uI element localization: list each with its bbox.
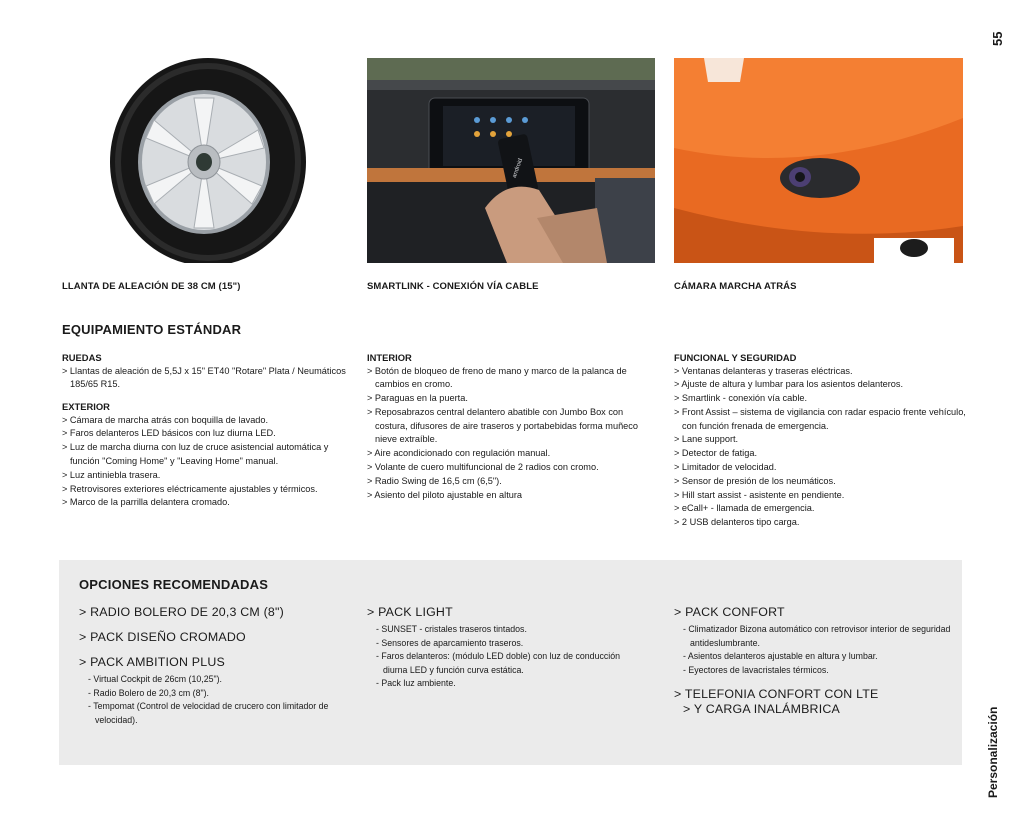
radio-bolero-option: > RADIO BOLERO DE 20,3 CM (8") xyxy=(79,605,339,620)
list-item: > Luz de marcha diurna con luz de cruce asistencial automática y función "Coming Home" y "Leaving Home" manual. xyxy=(62,441,352,469)
list-item: > Ajuste de altura y lumbar para los asientos delanteros. xyxy=(674,378,969,392)
list-item: > Botón de bloqueo de freno de mano y marco de la palanca de cambios en cromo. xyxy=(367,365,652,393)
telefonia-option-line2: > Y CARGA INALÁMBRICA xyxy=(674,702,959,717)
pack-ambition-option: > PACK AMBITION PLUS xyxy=(79,655,339,670)
phone-label: android xyxy=(511,157,525,179)
list-item: - Radio Bolero de 20,3 cm (8"). xyxy=(88,687,339,701)
list-item: > eCall+ - llamada de emergencia. xyxy=(674,502,969,516)
camera-caption: CÁMARA MARCHA ATRÁS xyxy=(674,281,797,292)
standard-left-column xyxy=(62,351,352,510)
ruedas-list xyxy=(62,365,352,393)
pack-light-option: > PACK LIGHT xyxy=(367,605,637,620)
standard-equipment-heading: EQUIPAMIENTO ESTÁNDAR xyxy=(62,322,242,337)
list-item: > Limitador de velocidad. xyxy=(674,461,969,475)
pack-ambition-list xyxy=(79,673,339,727)
list-item: > Aire acondicionado con regulación manual. xyxy=(367,447,652,461)
list-item: - Eyectores de lavacristales térmicos. xyxy=(683,664,959,678)
options-right-column xyxy=(674,605,959,717)
rear-camera-photo xyxy=(674,58,963,263)
standard-middle-column xyxy=(367,351,652,502)
smartlink-photo xyxy=(367,58,655,263)
list-item: > Reposabrazos central delantero abatible con Jumbo Box con costura, difusores de aire traseros y portabebidas forma muñeco nieve extraíble. xyxy=(367,406,652,447)
wheel-photo xyxy=(62,58,350,263)
alloy-wheel-illustration xyxy=(62,58,350,263)
list-item: - SUNSET - cristales traseros tintados. xyxy=(376,623,637,637)
smartlink-caption: SMARTLINK - CONEXIÓN VÍA CABLE xyxy=(367,281,539,292)
pack-light-list xyxy=(367,623,637,691)
list-item: - Virtual Cockpit de 26cm (10,25"). xyxy=(88,673,339,687)
list-item: > Smartlink - conexión vía cable. xyxy=(674,392,969,406)
pack-confort-list xyxy=(674,623,959,677)
funcional-heading: FUNCIONAL Y SEGURIDAD xyxy=(674,352,797,363)
list-item: - Faros delanteros: (módulo LED doble) con luz de conducción diurna LED y función curva estática. xyxy=(376,650,637,677)
exterior-heading: EXTERIOR xyxy=(62,401,110,413)
list-item: > Retrovisores exteriores eléctricamente ajustables y térmicos. xyxy=(62,483,352,497)
ruedas-heading: RUEDAS xyxy=(62,352,102,363)
list-item: > Hill start assist - asistente en pendiente. xyxy=(674,489,969,503)
telefonia-option: > TELEFONIA CONFORT CON LTE xyxy=(674,687,959,702)
options-middle-column xyxy=(367,605,637,691)
pack-diseno-option: > PACK DISEÑO CROMADO xyxy=(79,630,339,645)
list-item: > Cámara de marcha atrás con boquilla de lavado. xyxy=(62,414,352,428)
interior-heading: INTERIOR xyxy=(367,352,412,363)
list-item: - Sensores de aparcamiento traseros. xyxy=(376,637,637,651)
list-item: - Tempomat (Control de velocidad de crucero con limitador de velocidad). xyxy=(88,700,339,727)
list-item: > Front Assist – sistema de vigilancia con radar espacio frente vehículo, con función frenada de emergencia. xyxy=(674,406,969,434)
list-item: > Radio Swing de 16,5 cm (6,5"). xyxy=(367,475,652,489)
list-item: > 2 USB delanteros tipo carga. xyxy=(674,516,969,530)
list-item: - Climatizador Bizona automático con retrovisor interior de seguridad antideslumbrante. xyxy=(683,623,959,650)
wheel-caption: LLANTA DE ALEACIÓN DE 38 CM (15") xyxy=(62,281,241,292)
standard-right-column xyxy=(674,351,969,530)
recommended-options-heading: OPCIONES RECOMENDADAS xyxy=(79,577,269,592)
list-item: > Ventanas delanteras y traseras eléctricas. xyxy=(674,365,969,379)
list-item: > Sensor de presión de los neumáticos. xyxy=(674,475,969,489)
exterior-list xyxy=(62,414,352,511)
list-item: > Marco de la parrilla delantera cromado. xyxy=(62,496,352,510)
rear-camera-illustration xyxy=(674,58,963,263)
funcional-list xyxy=(674,365,969,531)
list-item: > Faros delanteros LED básicos con luz diurna LED. xyxy=(62,427,352,441)
list-item: > Asiento del piloto ajustable en altura xyxy=(367,489,652,503)
list-item: > Luz antiniebla trasera. xyxy=(62,469,352,483)
section-label: Personalización xyxy=(986,706,1000,798)
list-item: > Llantas de aleación de 5,5J x 15" ET40 "Rotare" Plata / Neumáticos 185/65 R15. xyxy=(62,365,352,393)
list-item: - Pack luz ambiente. xyxy=(376,677,637,691)
list-item: > Volante de cuero multifuncional de 2 radios con cromo. xyxy=(367,461,652,475)
list-item: > Detector de fatiga. xyxy=(674,447,969,461)
page-number: 55 xyxy=(990,31,1005,46)
pack-confort-option: > PACK CONFORT xyxy=(674,605,959,620)
dashboard-illustration xyxy=(367,58,655,263)
options-left-column xyxy=(79,605,339,727)
list-item: > Lane support. xyxy=(674,433,969,447)
list-item: > Paraguas en la puerta. xyxy=(367,392,652,406)
interior-list xyxy=(367,365,652,503)
list-item: - Asientos delanteros ajustable en altura y lumbar. xyxy=(683,650,959,664)
